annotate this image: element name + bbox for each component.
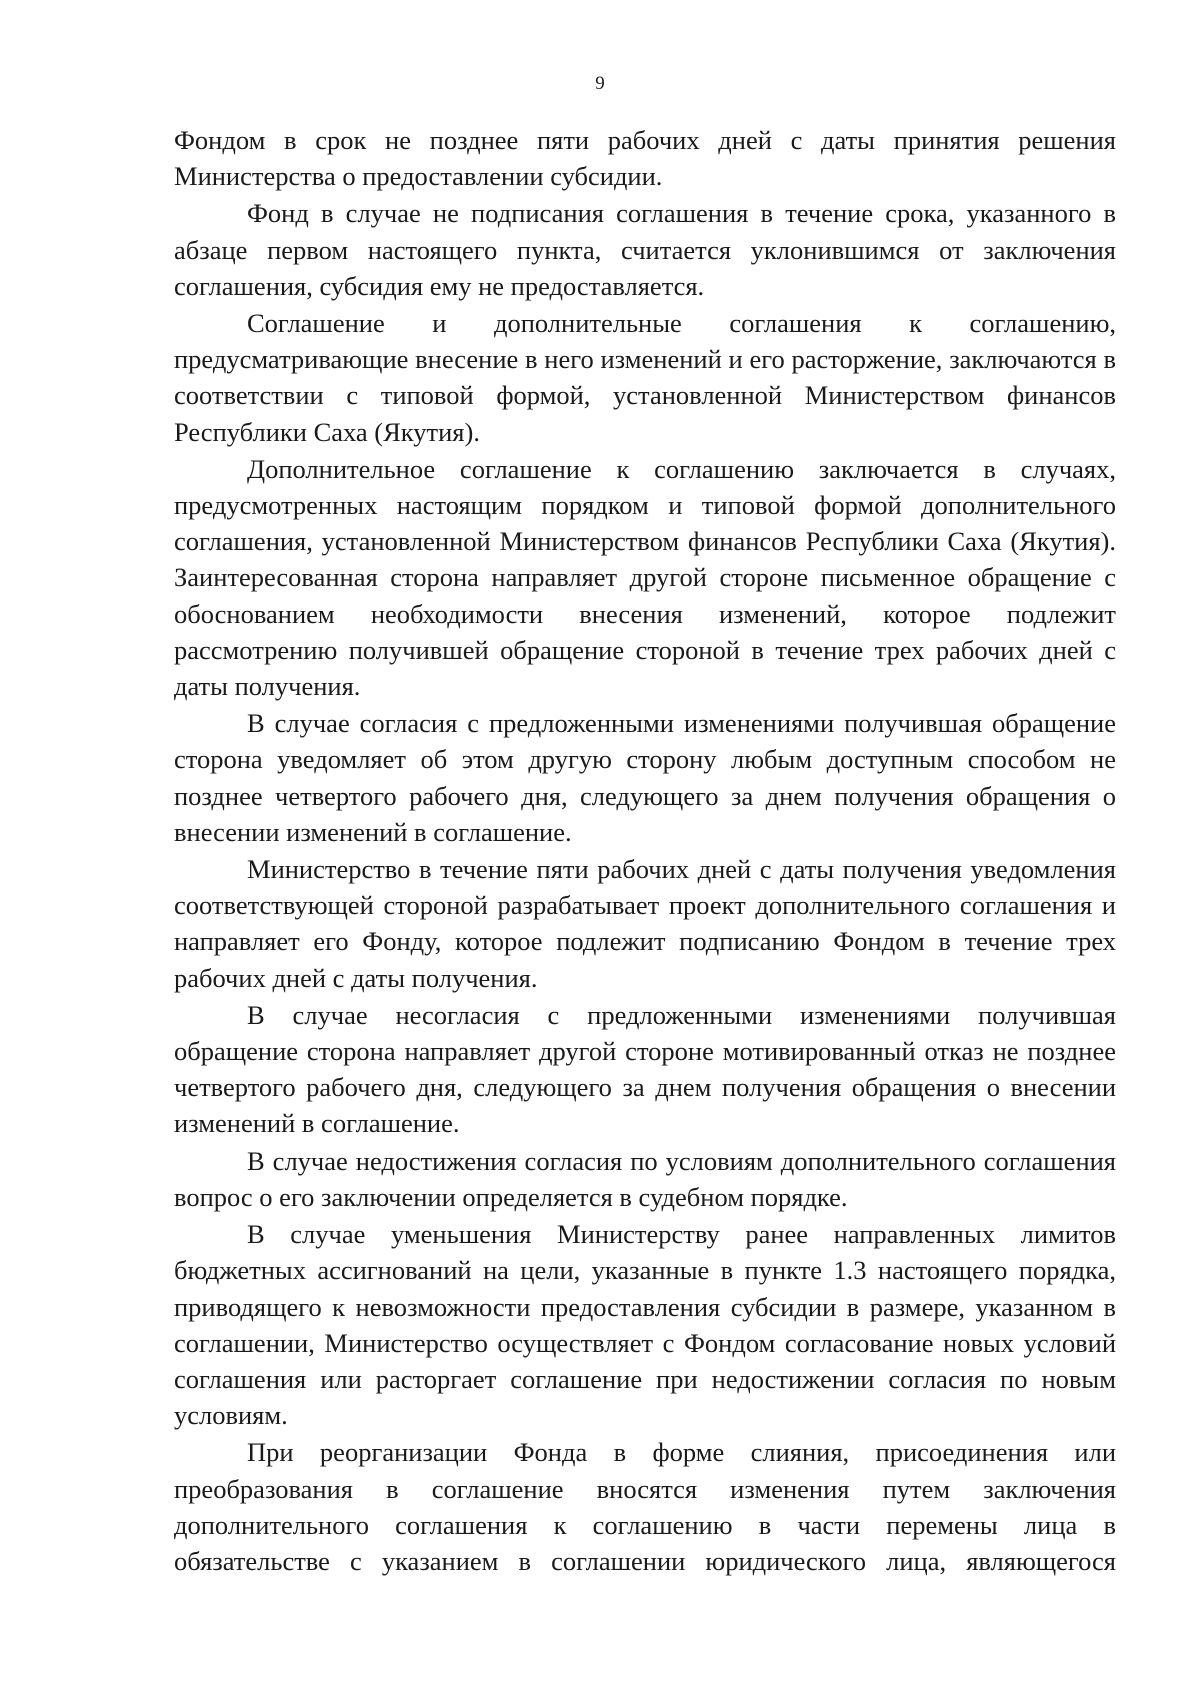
paragraph-reorganization: При реорганизации Фонда в форме слияния, присоединения или преобразования в соглашение вносятся изменения путем заключения дополнительного соглашения к соглашению в части перемены лица в обязательстве с указанием в соглашении юридического лица, являющегося [174, 1437, 1116, 1576]
document-body [174, 122, 1116, 1580]
paragraph-consent: В случае согласия с предложенными изменениями получившая обращение сторона уведомляет об этом другую сторону любым доступным способом не позднее четвертого рабочего дня, следующего за днем получения обращения о внесении изменений в соглашение. [174, 708, 1116, 847]
paragraph-limits-reduction: В случае уменьшения Министерству ранее направленных лимитов бюджетных ассигнований на цели, указанные в пункте 1.3 настоящего порядка, приводящего к невозможности предоставления субсидии в размере, указанном в соглашении, Министерство осуществляет с Фондом согласование новых условий соглашения или расторгает соглашение при недостижении согласия по новым условиям. [174, 1219, 1116, 1431]
paragraph-additional-agreement: Дополнительное соглашение к соглашению заключается в случаях, предусмотренных настоящим порядком и типовой формой дополнительного соглашения, установленной Министерством финансов Республики Саха (Якутия). Заинтересованная сторона направляет другой стороне письменное обращение с обоснованием необходимости внесения изменений, которое подлежит рассмотрению получившей обращение стороной в течение трех рабочих дней с даты получения. [174, 453, 1116, 702]
page-number: 9 [595, 73, 605, 94]
paragraph-continuation: Фондом в срок не позднее пяти рабочих дней с даты принятия решения Министерства о предоставлении субсидии. [174, 125, 1116, 192]
paragraph-ministry-draft: Министерство в течение пяти рабочих дней с даты получения уведомления соответствующей стороной разрабатывает проект дополнительного соглашения и направляет его Фонду, которое подлежит подписанию Фондом в течение трех рабочих дней с даты получения. [174, 854, 1116, 993]
paragraph-typical-form: Соглашение и дополнительные соглашения к соглашению, предусматривающие внесение в него изменений и его расторжение, заключаются в соответствии с типовой формой, установленной Министерством финансов Республики Саха (Якутия). [174, 308, 1116, 447]
paragraph-disagreement: В случае несогласия с предложенными изменениями получившая обращение сторона направляет другой стороне мотивированный отказ не позднее четвертого рабочего дня, следующего за днем получения обращения о внесении изменений в соглашение. [174, 999, 1116, 1139]
paragraph-unsigned-agreement: Фонд в случае не подписания соглашения в течение срока, указанного в абзаце первом настоящего пункта, считается уклонившимся от заключения соглашения, субсидия ему не предоставляется. [174, 198, 1116, 301]
paragraph-court: В случае недостижения согласия по условиям дополнительного соглашения вопрос о его заключении определяется в судебном порядке. [174, 1145, 1116, 1212]
